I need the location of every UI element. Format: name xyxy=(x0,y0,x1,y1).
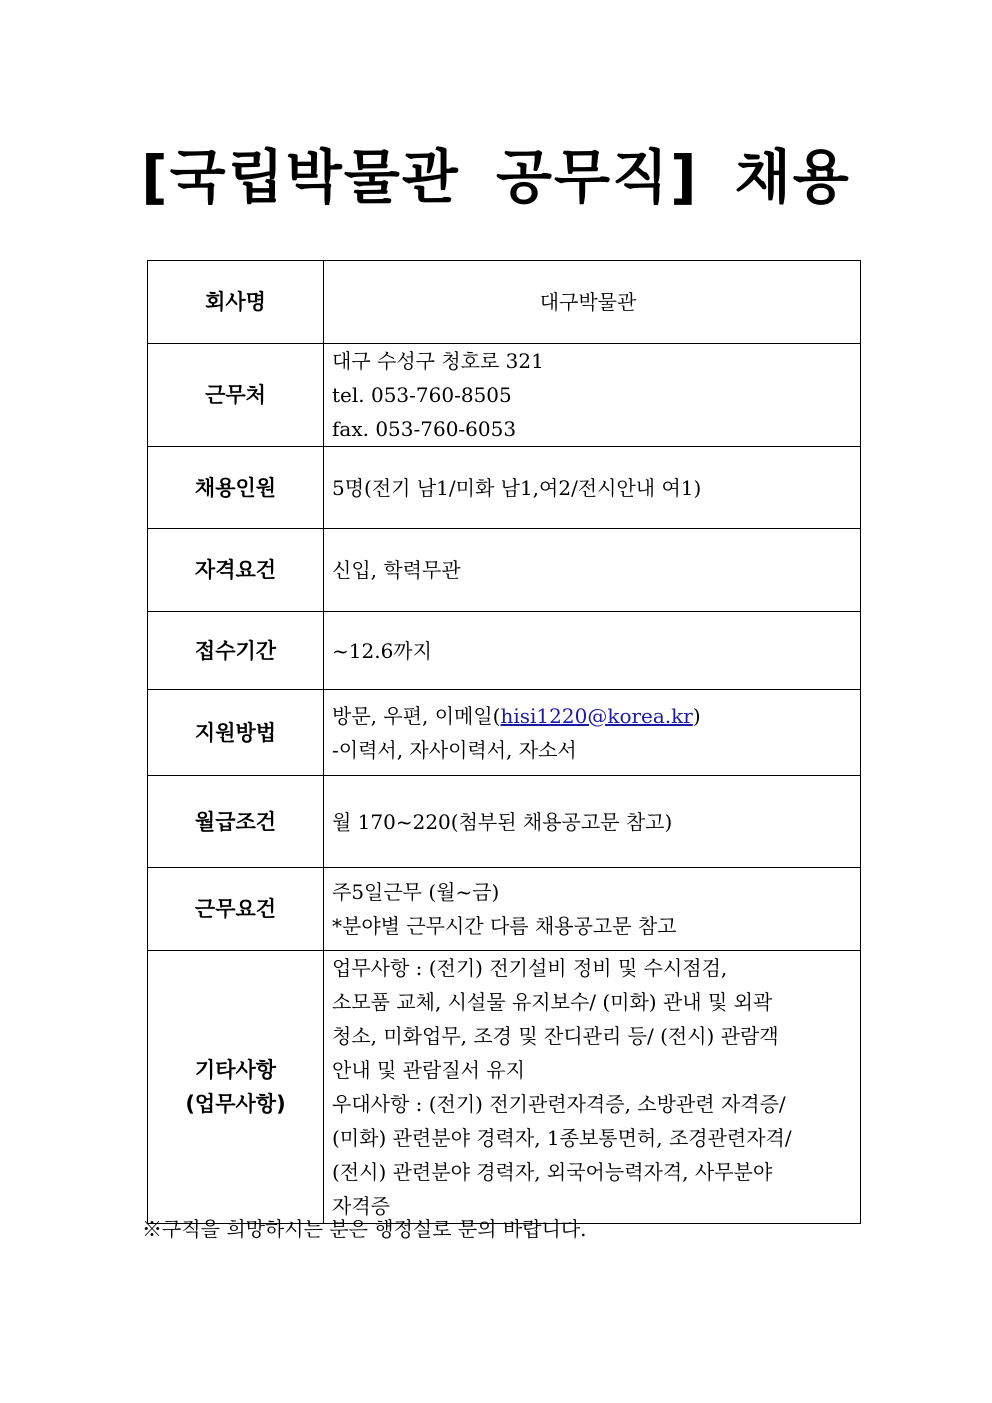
table-row xyxy=(148,344,861,447)
etc-label-line2: (업무사항) xyxy=(185,1092,286,1116)
apply-methods xyxy=(332,699,852,733)
footer-note: ※구직을 희망하시는 분은 행정실로 문의 바랍니다. xyxy=(142,1217,587,1241)
apply-label: 지원방법 xyxy=(148,690,324,776)
qualification-value: 신입, 학력무관 xyxy=(324,529,861,612)
email-link[interactable]: hisi1220@korea.kr xyxy=(500,703,693,728)
table-row xyxy=(148,776,861,868)
table-row xyxy=(148,261,861,344)
qualification-label: 자격요건 xyxy=(148,529,324,612)
apply-methods-close: ) xyxy=(692,703,701,728)
etc-line: 소모품 교체, 시설물 유지보수/ (미화) 관내 및 외곽 xyxy=(332,990,773,1014)
location-label: 근무처 xyxy=(148,344,324,447)
table-row xyxy=(148,529,861,612)
salary-value: 월 170~220(첨부된 채용공고문 참고) xyxy=(324,776,861,868)
apply-value xyxy=(324,690,861,776)
location-fax: fax. 053-760-6053 xyxy=(332,417,517,441)
page-title: [국립박물관 공무직] 채용 xyxy=(141,143,851,211)
hours-line: *분야별 근무시간 다름 채용공고문 참고 xyxy=(332,914,677,938)
table-row xyxy=(148,447,861,529)
etc-line: 청소, 미화업무, 조경 및 잔디관리 등/ (전시) 관람객 xyxy=(332,1024,779,1048)
etc-label-line1: 기타사항 xyxy=(194,1058,277,1082)
table-row xyxy=(148,690,861,776)
salary-label: 월급조건 xyxy=(148,776,324,868)
location-tel: tel. 053-760-8505 xyxy=(332,383,512,407)
company-value: 대구박물관 xyxy=(324,261,861,344)
etc-label xyxy=(148,951,324,1224)
period-value: ~12.6까지 xyxy=(324,612,861,690)
location-address: 대구 수성구 청호로 321 xyxy=(332,349,544,373)
hours-line: 주5일근무 (월~금) xyxy=(332,880,500,904)
etc-line: 안내 및 관람질서 유지 xyxy=(332,1058,525,1082)
apply-methods-text: 방문, 우편, 이메일( xyxy=(332,703,501,728)
etc-value xyxy=(324,951,861,1224)
location-value xyxy=(324,344,861,447)
hours-label-text: 근무요건 xyxy=(194,897,277,921)
recruitment-table xyxy=(147,260,861,1224)
hours-label xyxy=(148,868,324,951)
etc-line: (전시) 관련분야 경력자, 외국어능력자격, 사무분야 xyxy=(332,1160,773,1184)
period-label: 접수기간 xyxy=(148,612,324,690)
etc-line: (미화) 관련분야 경력자, 1종보통면허, 조경관련자격/ xyxy=(332,1126,792,1150)
headcount-label: 채용인원 xyxy=(148,447,324,529)
etc-line: 우대사항 : (전기) 전기관련자격증, 소방관련 자격증/ xyxy=(332,1092,786,1116)
etc-line: 자격증 xyxy=(332,1194,390,1218)
etc-line: 업무사항 : (전기) 전기설비 정비 및 수시점검, xyxy=(332,956,728,980)
company-label: 회사명 xyxy=(148,261,324,344)
headcount-value: 5명(전기 남1/미화 남1,여2/전시안내 여1) xyxy=(324,447,861,529)
table-row xyxy=(148,612,861,690)
hours-value xyxy=(324,868,861,951)
apply-documents: -이력서, 자사이력서, 자소서 xyxy=(332,737,577,762)
table-row xyxy=(148,951,861,1224)
table-row xyxy=(148,868,861,951)
